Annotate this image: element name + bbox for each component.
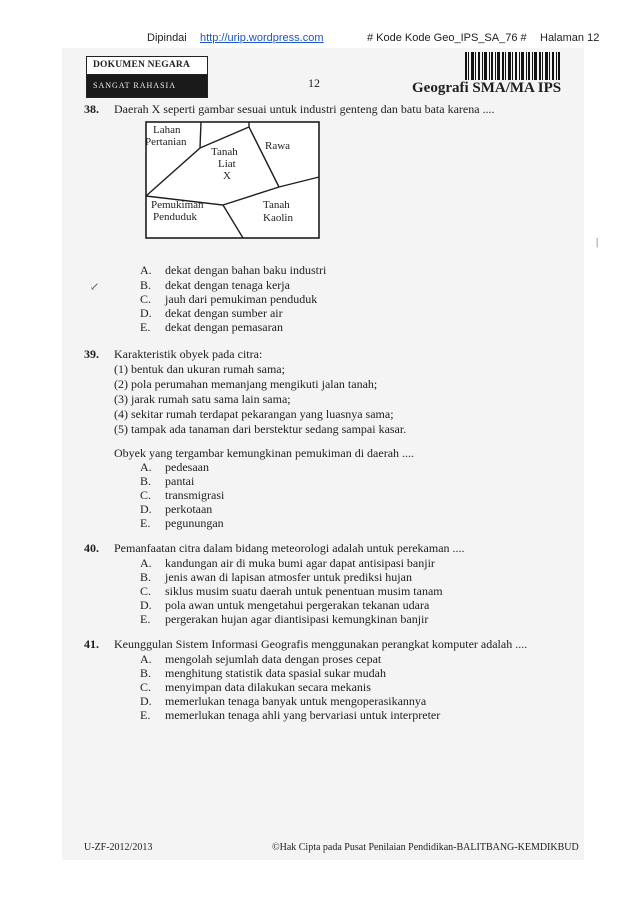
question-38 (84, 102, 584, 120)
diagram-label-lahan: Lahan (153, 124, 181, 136)
diagram-label-tanah-liat-1: Tanah (211, 146, 238, 158)
diagram-label-pemukiman: Pemukiman (151, 199, 204, 211)
halaman-label: Halaman 12 (540, 32, 600, 44)
page-number: 12 (308, 76, 320, 90)
diagram-label-kaolin: Kaolin (263, 212, 293, 224)
footer-copyright: ©Hak Cipta pada Pusat Penilaian Pendidikan-BALITBANG-KEMDIKBUD (272, 842, 579, 853)
question-number: 41. (84, 637, 99, 651)
diagram-label-tanah-kaolin-1: Tanah (263, 199, 290, 211)
characteristic-item: (1) bentuk dan ukuran rumah sama; (114, 362, 285, 376)
scan-header (0, 28, 638, 48)
question-number: 38. (84, 102, 99, 116)
question-stem: Pemanfaatan citra dalam bidang meteorologi adalah untuk perekaman .... (114, 541, 465, 555)
diagram-label-rawa: Rawa (265, 140, 291, 152)
barcode-icon (465, 52, 560, 80)
document-classification-box (86, 56, 208, 98)
diagram-label-tanah-liat-2: Liat (218, 158, 236, 170)
characteristic-item: (3) jarak rumah satu sama lain sama; (114, 392, 291, 406)
question-stem: Keunggulan Sistem Informasi Geografis menggunakan perangkat komputer adalah .... (114, 637, 528, 651)
question-39 (84, 347, 584, 487)
source-link[interactable]: http://urip.wordpress.com (200, 32, 324, 44)
doc-box-top: DOKUMEN NEGARA (87, 57, 207, 75)
question-stem: Karakteristik obyek pada citra: (114, 347, 263, 361)
kode-label: # Kode Kode Geo_IPS_SA_76 # (367, 32, 527, 44)
characteristic-item: (4) sekitar rumah terdapat pekarangan yang luasnya sama; (114, 407, 394, 421)
characteristic-item: (2) pola perumahan memanjang mengikuti jalan tanah; (114, 377, 378, 391)
land-use-diagram (145, 121, 320, 239)
question-stem: Daerah X seperti gambar sesuai untuk industri genteng dan batu bata karena .... (114, 102, 495, 116)
footer-code: U-ZF-2012/2013 (84, 842, 153, 853)
question-number: 40. (84, 541, 99, 555)
subject-title: Geografi SMA/MA IPS (412, 80, 562, 96)
diagram-label-pertanian: Pertanian (145, 136, 187, 148)
question-number: 39. (84, 347, 99, 361)
pen-mark-icon: ↙ (90, 281, 100, 293)
scanned-prefix: Dipindai (147, 32, 187, 44)
question-prompt: Obyek yang tergambar kemungkinan pemukiman di daerah .... (114, 446, 415, 460)
diagram-label-x: X (223, 170, 231, 182)
doc-box-bottom: SANGAT RAHASIA (87, 75, 207, 97)
diagram-label-penduduk: Penduduk (153, 211, 197, 223)
pen-stroke-icon: | (596, 236, 599, 248)
characteristic-item: (5) tampak ada tanaman dari berstektur sedang sampai kasar. (114, 422, 407, 436)
